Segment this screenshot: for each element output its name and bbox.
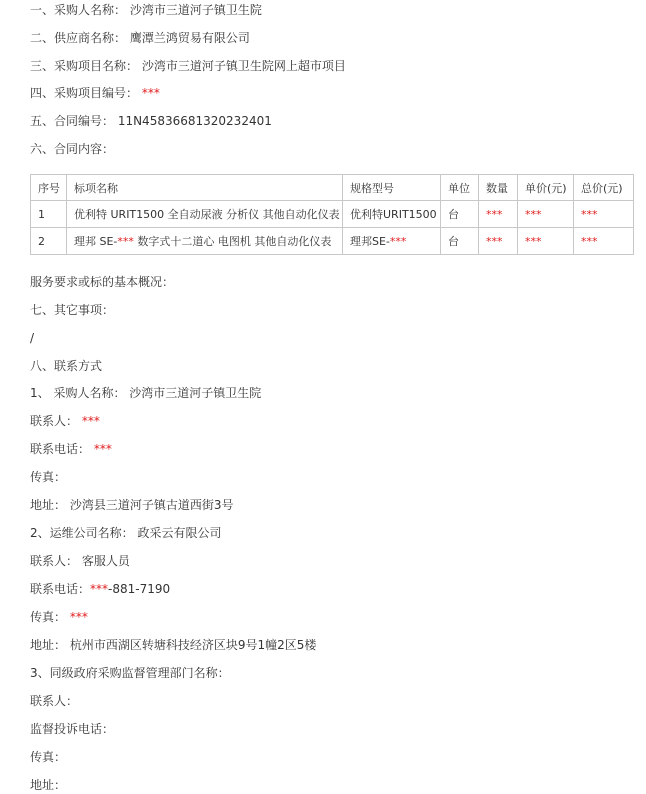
operator-contact-phone <box>30 581 170 597</box>
contact-phone-label: 联系电话： <box>30 582 91 596</box>
fax-value: *** <box>69 610 88 624</box>
header-model: 规格型号 <box>343 175 441 201</box>
row-quantity: *** <box>479 228 518 255</box>
item-name-suffix: 数字式十二道心 电图机 其他自动化仪表 <box>133 235 332 248</box>
purchaser-name: 一、采购人名称： 沙湾市三道河子镇卫生院 <box>30 3 262 17</box>
operator-contact-person: 联系人： 客服人员 <box>30 554 130 568</box>
purchaser-contact-name: 1、 采购人名称： 沙湾市三道河子镇卫生院 <box>30 386 262 400</box>
row-item-name: 优利特 URIT1500 全自动尿液 分析仪 其他自动化仪表 <box>67 201 343 228</box>
supervisor-department-name: 3、同级政府采购监督管理部门名称： <box>30 666 230 680</box>
row-model: 优利特URIT1500 <box>343 201 441 228</box>
header-total-price: 总价(元) <box>574 175 634 201</box>
contact-phone-value: *** <box>93 442 112 456</box>
project-number-value: *** <box>141 86 160 100</box>
header-quantity: 数量 <box>479 175 518 201</box>
supplier-name: 二、供应商名称： 鹰潭兰鸿贸易有限公司 <box>30 31 250 45</box>
row-total-price: *** <box>574 201 634 228</box>
contact-person-label: 联系人： <box>30 414 79 428</box>
contact-section-heading: 八、联系方式 <box>30 359 103 373</box>
supervisor-fax: 传真： <box>30 750 67 764</box>
project-number-label: 四、采购项目编号： <box>30 86 139 100</box>
purchaser-address: 地址： 沙湾县三道河子镇古道西街3号 <box>30 498 234 512</box>
table-row <box>31 201 634 228</box>
item-name-masked: *** <box>117 235 134 248</box>
row-unit-price: *** <box>518 201 574 228</box>
operator-fax <box>30 609 88 625</box>
other-matters-value: / <box>30 331 35 345</box>
contact-phone-label: 联系电话： <box>30 442 91 456</box>
row-quantity: *** <box>479 201 518 228</box>
row-total-price: *** <box>574 228 634 255</box>
contact-phone-masked: *** <box>90 582 109 596</box>
operator-address: 地址： 杭州市西湖区转塘科技经济区块9号1幢2区5楼 <box>30 638 317 652</box>
service-overview: 服务要求或标的基本概况： <box>30 275 175 289</box>
contract-content-heading: 六、合同内容： <box>30 142 115 156</box>
row-unit: 台 <box>441 228 479 255</box>
contract-items-table <box>30 174 634 255</box>
row-unit-price: *** <box>518 228 574 255</box>
contact-phone-rest: -881-7190 <box>108 582 171 596</box>
operator-company-name: 2、运维公司名称： 政采云有限公司 <box>30 526 222 540</box>
row-no: 1 <box>31 201 67 228</box>
contract-number: 五、合同编号： 11N45836681320232401 <box>30 114 272 128</box>
model-masked: *** <box>389 235 407 248</box>
item-name-prefix: 理邦 SE- <box>74 235 118 248</box>
header-no: 序号 <box>31 175 67 201</box>
row-no: 2 <box>31 228 67 255</box>
purchaser-contact-phone <box>30 441 112 457</box>
supervisor-contact-person: 联系人： <box>30 694 79 708</box>
row-unit: 台 <box>441 201 479 228</box>
model-prefix: 理邦SE- <box>350 235 390 248</box>
header-unit: 单位 <box>441 175 479 201</box>
header-item-name: 标项名称 <box>67 175 343 201</box>
project-name: 三、采购项目名称： 沙湾市三道河子镇卫生院网上超市项目 <box>30 59 346 73</box>
supervisor-address: 地址： <box>30 778 67 792</box>
purchaser-fax: 传真： <box>30 470 67 484</box>
row-model <box>343 228 441 255</box>
fax-label: 传真： <box>30 610 67 624</box>
row-item-name <box>67 228 343 255</box>
table-row <box>31 228 634 255</box>
table-header-row <box>31 175 634 201</box>
header-unit-price: 单价(元) <box>518 175 574 201</box>
project-number <box>30 85 160 101</box>
supervisor-complaint-phone: 监督投诉电话： <box>30 722 115 736</box>
purchaser-contact-person <box>30 413 100 429</box>
contact-person-value: *** <box>81 414 100 428</box>
other-matters-heading: 七、其它事项： <box>30 303 115 317</box>
